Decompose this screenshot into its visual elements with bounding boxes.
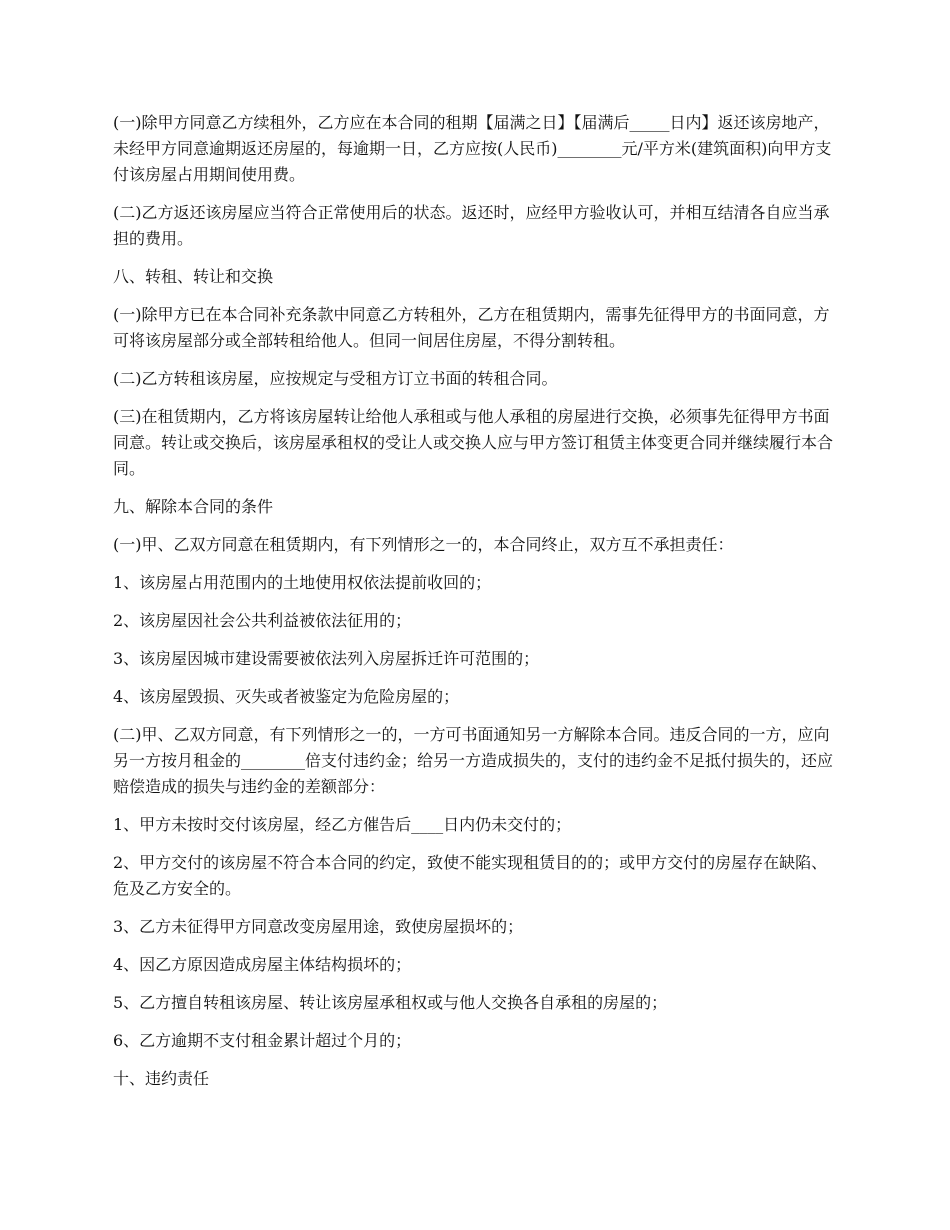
paragraph-termination-by-notice: (二)甲、乙双方同意，有下列情形之一的，一方可书面通知另一方解除本合同。违反合同的一方，应向另一方按月租金的________倍支付违约金；给另一方造成损失的，支付的违约金不足抵付损失的，还应赔偿造成的损失与违约金的差额部分： [113,725,834,796]
paragraph-return-condition: (二)乙方返还该房屋应当符合正常使用后的状态。返还时，应经甲方验收认可，并相互结清各自应当承担的费用。 [113,203,830,248]
document-page [113,110,843,1104]
list-item-demolition: 3、该房屋因城市建设需要被依法列入房屋拆迁许可范围的； [113,649,540,668]
paragraph-sublet-contract: (二)乙方转租该房屋，应按规定与受租方订立书面的转租合同。 [113,369,558,388]
section-heading-termination: 九、解除本合同的条件 [113,497,274,516]
list-item-late-delivery: 1、甲方未按时交付该房屋，经乙方催告后____日内仍未交付的； [113,815,572,834]
list-item-land-recovered: 1、该房屋占用范围内的土地使用权依法提前收回的； [113,573,492,592]
list-item-public-requisition: 2、该房屋因社会公共利益被依法征用的； [113,611,412,630]
list-item-nonconforming-house: 2、甲方交付的该房屋不符合本合同的约定，致使不能实现租赁目的的；或甲方交付的房屋存在缺陷、危及乙方安全的。 [113,853,828,898]
list-item-overdue-rent: 6、乙方逾期不支付租金累计超过个月的； [113,1031,412,1050]
section-heading-sublet: 八、转租、转让和交换 [113,267,274,286]
list-item-dangerous-house: 4、该房屋毁损、灭失或者被鉴定为危险房屋的； [113,687,460,706]
list-item-changed-use: 3、乙方未征得甲方同意改变房屋用途，致使房屋损坏的； [113,917,524,936]
paragraph-sublet-consent: (一)除甲方已在本合同补充条款中同意乙方转租外，乙方在租赁期内，需事先征得甲方的书面同意，方可将该房屋部分或全部转租给他人。但同一间居住房屋，不得分割转租。 [113,305,830,350]
section-heading-liability: 十、违约责任 [113,1069,210,1088]
list-item-unauthorized-sublet: 5、乙方擅自转租该房屋、转让该房屋承租权或与他人交换各自承租的房屋的； [113,993,668,1012]
paragraph-transfer-exchange: (三)在租赁期内，乙方将该房屋转让给他人承租或与他人承租的房屋进行交换，必须事先征得甲方书面同意。转让或交换后，该房屋承租权的受让人或交换人应与甲方签订租赁主体变更合同并继续履行本合同。 [113,407,834,478]
list-item-structure-damage: 4、因乙方原因造成房屋主体结构损坏的； [113,955,412,974]
paragraph-termination-no-liability: (一)甲、乙双方同意在租赁期内，有下列情形之一的，本合同终止，双方互不承担责任： [113,535,734,554]
paragraph-return-deadline: (一)除甲方同意乙方续租外，乙方应在本合同的租期【届满之日】【届满后_____日内】返还该房地产，未经甲方同意逾期返还房屋的，每逾期一日，乙方应按(人民币)________元/平方米(建筑面积)向甲方支付该房屋占用期间使用费。 [113,113,832,184]
